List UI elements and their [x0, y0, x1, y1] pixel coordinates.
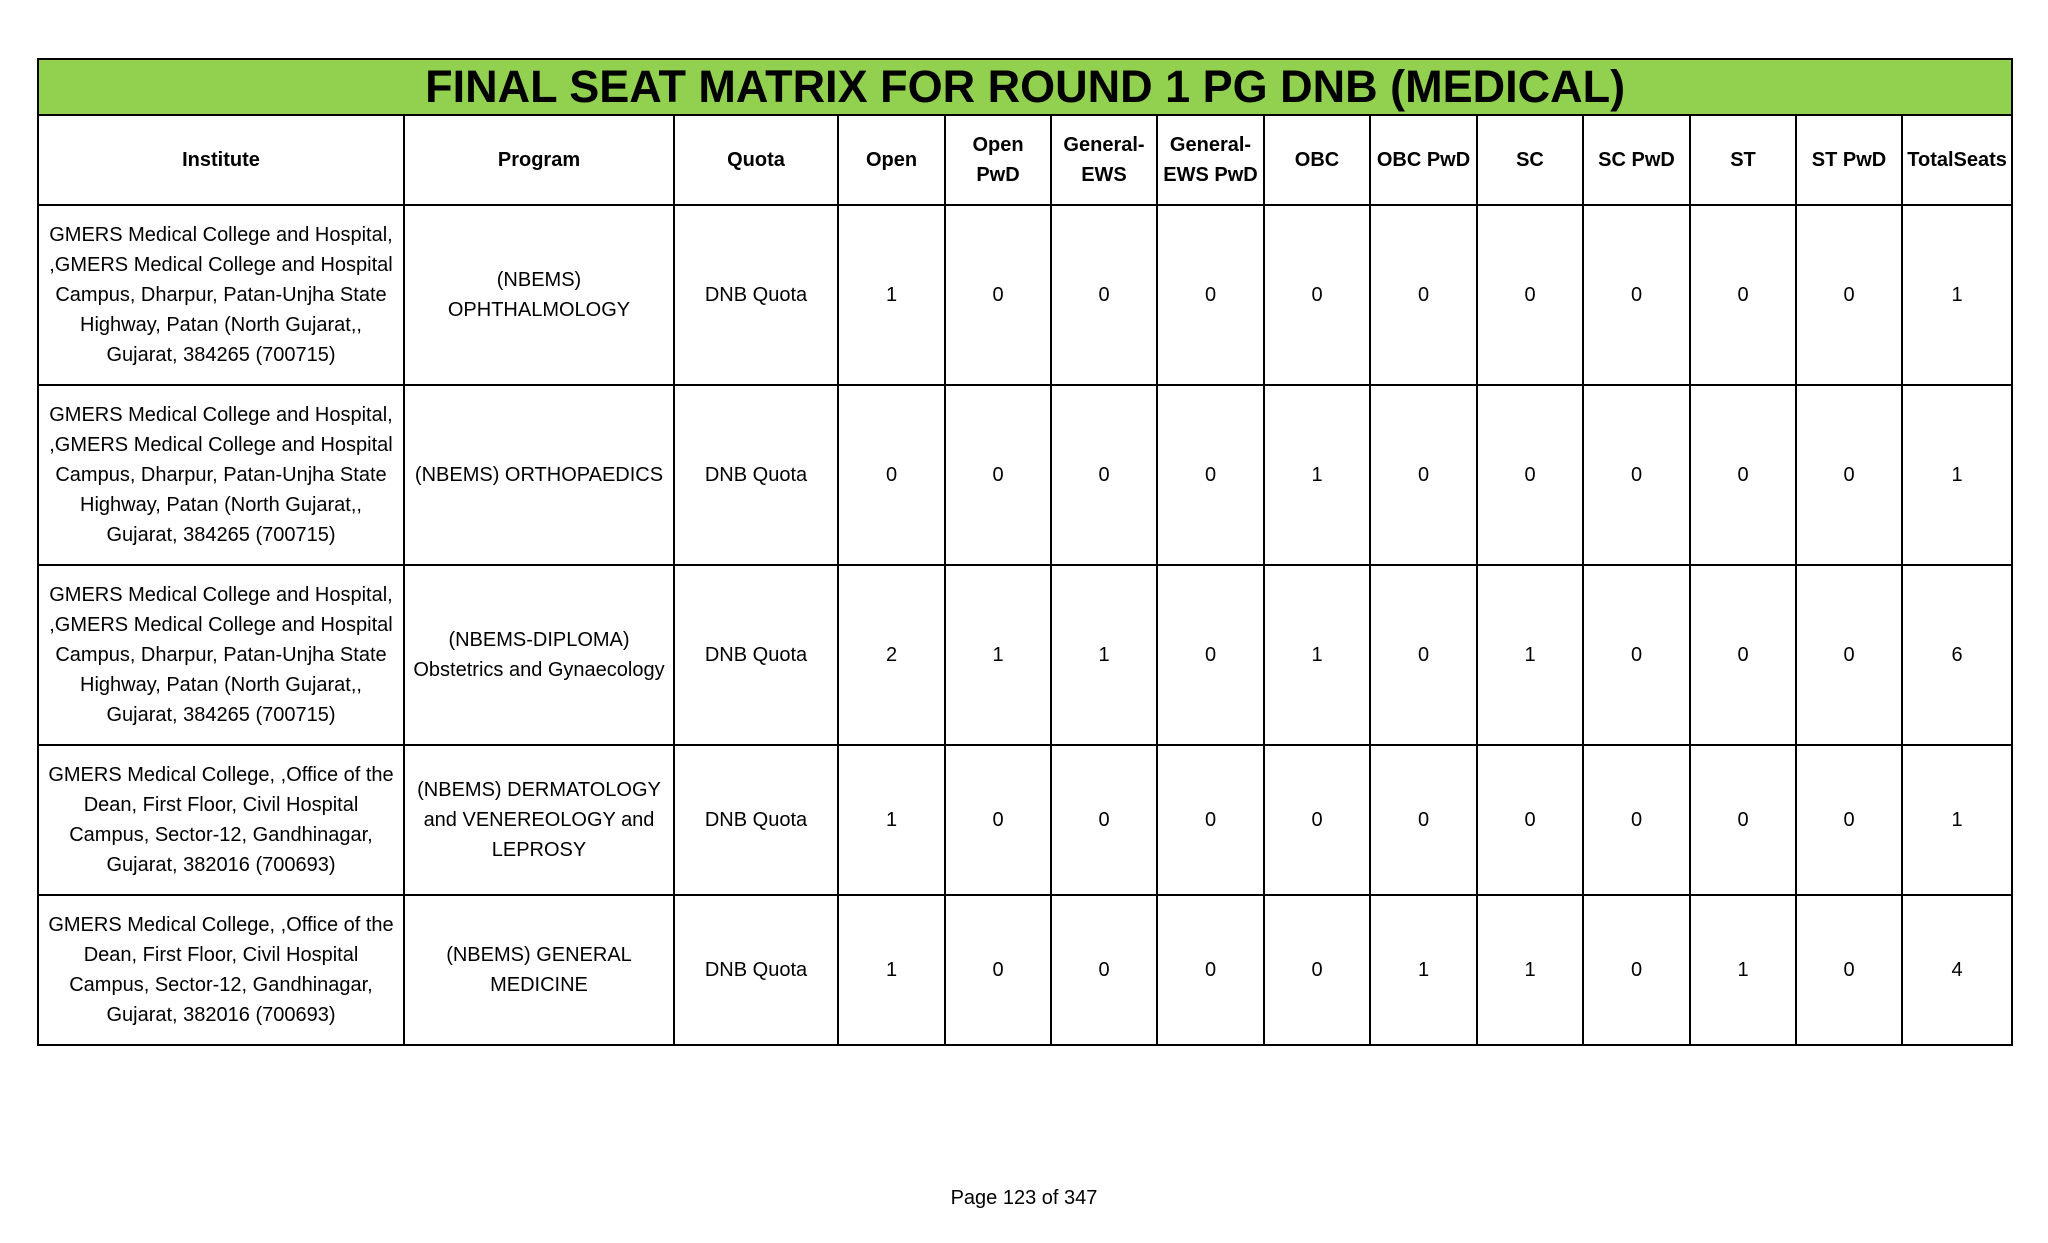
total-seats-cell: 1 [1902, 205, 2012, 385]
open-pwd-cell: 0 [945, 385, 1051, 565]
seat-matrix-table [37, 58, 2013, 1046]
quota-cell: DNB Quota [674, 565, 838, 745]
open-pwd-cell: 0 [945, 205, 1051, 385]
total-seats-cell: 6 [1902, 565, 2012, 745]
column-header-sc: SC [1477, 115, 1583, 205]
sc-cell: 0 [1477, 205, 1583, 385]
program-cell: (NBEMS-DIPLOMA) Obstetrics and Gynaecology [404, 565, 674, 745]
obc-cell: 0 [1264, 745, 1370, 895]
open-cell: 2 [838, 565, 945, 745]
column-header-st: ST [1690, 115, 1796, 205]
obc-cell: 1 [1264, 565, 1370, 745]
open-cell: 1 [838, 745, 945, 895]
quota-cell: DNB Quota [674, 745, 838, 895]
column-header-general-ews-pwd: General-EWS PwD [1157, 115, 1264, 205]
obc-pwd-cell: 0 [1370, 745, 1477, 895]
st-cell: 0 [1690, 745, 1796, 895]
general-ews-pwd-cell: 0 [1157, 205, 1264, 385]
institute-cell: GMERS Medical College, ,Office of the Dean, First Floor, Civil Hospital Campus, Sector-12, Gandhinagar, Gujarat, 382016 (700693) [38, 745, 404, 895]
obc-cell: 1 [1264, 385, 1370, 565]
sc-cell: 1 [1477, 895, 1583, 1045]
st-pwd-cell: 0 [1796, 745, 1902, 895]
st-pwd-cell: 0 [1796, 205, 1902, 385]
obc-cell: 0 [1264, 895, 1370, 1045]
open-pwd-cell: 0 [945, 745, 1051, 895]
column-header-general-ews: General-EWS [1051, 115, 1157, 205]
general-ews-cell: 0 [1051, 385, 1157, 565]
st-pwd-cell: 0 [1796, 895, 1902, 1045]
sc-pwd-cell: 0 [1583, 745, 1690, 895]
st-cell: 0 [1690, 205, 1796, 385]
sc-pwd-cell: 0 [1583, 895, 1690, 1045]
obc-pwd-cell: 1 [1370, 895, 1477, 1045]
open-cell: 0 [838, 385, 945, 565]
obc-pwd-cell: 0 [1370, 565, 1477, 745]
general-ews-cell: 0 [1051, 745, 1157, 895]
table-row [38, 565, 2012, 745]
general-ews-pwd-cell: 0 [1157, 385, 1264, 565]
table-row [38, 745, 2012, 895]
quota-cell: DNB Quota [674, 205, 838, 385]
st-cell: 0 [1690, 385, 1796, 565]
column-header-open-pwd: Open PwD [945, 115, 1051, 205]
header-row [38, 115, 2012, 205]
sc-cell: 0 [1477, 385, 1583, 565]
total-seats-cell: 4 [1902, 895, 2012, 1045]
institute-cell: GMERS Medical College and Hospital, ,GMERS Medical College and Hospital Campus, Dharpur, Patan-Unjha State Highway, Patan (North Gujarat,, Gujarat, 384265 (700715) [38, 385, 404, 565]
obc-pwd-cell: 0 [1370, 385, 1477, 565]
st-cell: 1 [1690, 895, 1796, 1045]
quota-cell: DNB Quota [674, 895, 838, 1045]
general-ews-cell: 0 [1051, 205, 1157, 385]
table-row [38, 895, 2012, 1045]
table-row [38, 205, 2012, 385]
sc-pwd-cell: 0 [1583, 385, 1690, 565]
program-cell: (NBEMS) OPHTHALMOLOGY [404, 205, 674, 385]
column-header-obc: OBC [1264, 115, 1370, 205]
page-number: Page 123 of 347 [950, 1187, 1098, 1209]
column-header-obc-pwd: OBC PwD [1370, 115, 1477, 205]
total-seats-cell: 1 [1902, 745, 2012, 895]
column-header-quota: Quota [674, 115, 838, 205]
general-ews-cell: 0 [1051, 895, 1157, 1045]
table-row [38, 385, 2012, 565]
quota-cell: DNB Quota [674, 385, 838, 565]
column-header-sc-pwd: SC PwD [1583, 115, 1690, 205]
title-row [38, 59, 2012, 115]
sc-cell: 0 [1477, 745, 1583, 895]
program-cell: (NBEMS) GENERAL MEDICINE [404, 895, 674, 1045]
sc-cell: 1 [1477, 565, 1583, 745]
column-header-program: Program [404, 115, 674, 205]
general-ews-pwd-cell: 0 [1157, 745, 1264, 895]
open-cell: 1 [838, 205, 945, 385]
column-header-total-seats: TotalSeats [1902, 115, 2012, 205]
institute-cell: GMERS Medical College and Hospital, ,GMERS Medical College and Hospital Campus, Dharpur, Patan-Unjha State Highway, Patan (North Gujarat,, Gujarat, 384265 (700715) [38, 205, 404, 385]
total-seats-cell: 1 [1902, 385, 2012, 565]
general-ews-cell: 1 [1051, 565, 1157, 745]
st-pwd-cell: 0 [1796, 385, 1902, 565]
obc-cell: 0 [1264, 205, 1370, 385]
sc-pwd-cell: 0 [1583, 565, 1690, 745]
general-ews-pwd-cell: 0 [1157, 565, 1264, 745]
open-pwd-cell: 1 [945, 565, 1051, 745]
general-ews-pwd-cell: 0 [1157, 895, 1264, 1045]
column-header-open: Open [838, 115, 945, 205]
open-cell: 1 [838, 895, 945, 1045]
st-pwd-cell: 0 [1796, 565, 1902, 745]
sc-pwd-cell: 0 [1583, 205, 1690, 385]
st-cell: 0 [1690, 565, 1796, 745]
column-header-institute: Institute [38, 115, 404, 205]
table-title: FINAL SEAT MATRIX FOR ROUND 1 PG DNB (MEDICAL) [38, 59, 2012, 115]
obc-pwd-cell: 0 [1370, 205, 1477, 385]
program-cell: (NBEMS) DERMATOLOGY and VENEREOLOGY and LEPROSY [404, 745, 674, 895]
institute-cell: GMERS Medical College, ,Office of the Dean, First Floor, Civil Hospital Campus, Sector-12, Gandhinagar, Gujarat, 382016 (700693) [38, 895, 404, 1045]
open-pwd-cell: 0 [945, 895, 1051, 1045]
column-header-st-pwd: ST PwD [1796, 115, 1902, 205]
institute-cell: GMERS Medical College and Hospital, ,GMERS Medical College and Hospital Campus, Dharpur, Patan-Unjha State Highway, Patan (North Gujarat,, Gujarat, 384265 (700715) [38, 565, 404, 745]
program-cell: (NBEMS) ORTHOPAEDICS [404, 385, 674, 565]
